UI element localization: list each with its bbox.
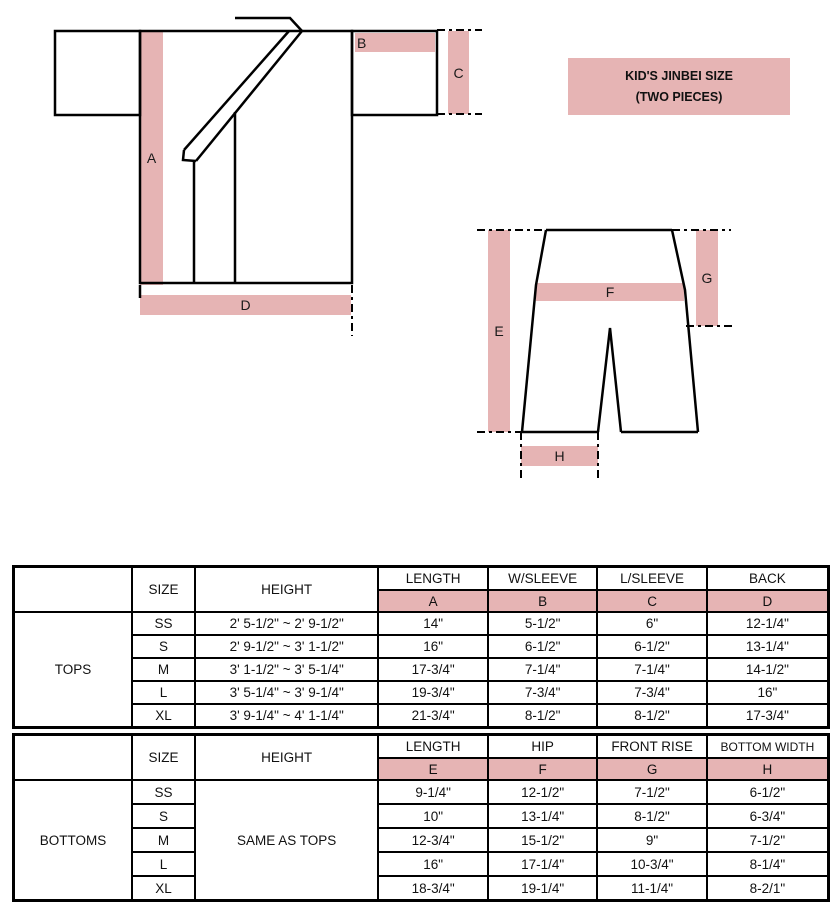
value-cell: 17-1/4" [488, 852, 597, 876]
measure-bar-f [536, 283, 684, 301]
table-row [14, 658, 829, 681]
size-cell: M [132, 658, 195, 681]
size-cell: SS [132, 780, 195, 804]
chart-title-line1: KID'S JINBEI SIZE [625, 68, 733, 83]
bottoms-letter-e: E [378, 758, 487, 780]
value-cell: 12-1/4" [707, 612, 829, 635]
measure-label-a: A [146, 150, 157, 166]
value-cell: 8-1/2" [597, 704, 706, 728]
tops-header-size: SIZE [132, 567, 195, 613]
value-cell: 9-1/4" [378, 780, 487, 804]
bottoms-letter-h: H [707, 758, 829, 780]
value-cell: 6" [597, 612, 706, 635]
value-cell: 7-1/4" [597, 658, 706, 681]
table-row [14, 704, 829, 728]
value-cell: 17-3/4" [707, 704, 829, 728]
size-cell: SS [132, 612, 195, 635]
bottoms-header-frontrise: FRONT RISE [597, 735, 706, 759]
table-row [14, 804, 829, 828]
table-row [14, 852, 829, 876]
value-cell: 7-1/2" [707, 828, 829, 852]
value-cell: 5-1/2" [488, 612, 597, 635]
table-row [14, 780, 829, 804]
size-cell: L [132, 852, 195, 876]
tops-letter-b: B [488, 590, 597, 612]
value-cell: 10" [378, 804, 487, 828]
bottoms-height-merged: SAME AS TOPS [195, 780, 378, 901]
value-cell: 19-3/4" [378, 681, 487, 704]
value-cell: 8-1/2" [597, 804, 706, 828]
table-row [14, 681, 829, 704]
value-cell: 6-3/4" [707, 804, 829, 828]
bottoms-header-length: LENGTH [378, 735, 487, 759]
chart-title-line2: (TWO PIECES) [635, 89, 723, 104]
height-cell: 3' 5-1/4" ~ 3' 9-1/4" [195, 681, 378, 704]
value-cell: 6-1/2" [707, 780, 829, 804]
tops-header-height: HEIGHT [195, 567, 378, 613]
tops-header-back: BACK [707, 567, 829, 591]
measure-bar-c [448, 31, 469, 114]
table-row [14, 828, 829, 852]
table-row [14, 876, 829, 901]
height-cell: 2' 5-1/2" ~ 2' 9-1/2" [195, 612, 378, 635]
value-cell: 10-3/4" [597, 852, 706, 876]
table-row [14, 635, 829, 658]
bottoms-corner-cell [14, 735, 133, 781]
tops-corner-cell [14, 567, 133, 613]
value-cell: 16" [707, 681, 829, 704]
bottoms-header-size: SIZE [132, 735, 195, 781]
measure-label-e: E [494, 323, 504, 339]
height-cell: 3' 1-1/2" ~ 3' 5-1/4" [195, 658, 378, 681]
value-cell: 17-3/4" [378, 658, 487, 681]
bottoms-header-hip: HIP [488, 735, 597, 759]
bottoms-group-label: BOTTOMS [14, 780, 133, 901]
value-cell: 9" [597, 828, 706, 852]
value-cell: 16" [378, 635, 487, 658]
value-cell: 13-1/4" [488, 804, 597, 828]
height-cell: 3' 9-1/4" ~ 4' 1-1/4" [195, 704, 378, 728]
size-cell: S [132, 804, 195, 828]
value-cell: 8-2/1" [707, 876, 829, 901]
value-cell: 18-3/4" [378, 876, 487, 901]
size-table-bottoms [12, 733, 830, 902]
value-cell: 7-3/4" [488, 681, 597, 704]
value-cell: 15-1/2" [488, 828, 597, 852]
value-cell: 13-1/4" [707, 635, 829, 658]
size-cell: XL [132, 704, 195, 728]
bottoms-letter-g: G [597, 758, 706, 780]
size-tables [12, 565, 830, 902]
value-cell: 7-1/2" [597, 780, 706, 804]
tops-header-wsleeve: W/SLEEVE [488, 567, 597, 591]
value-cell: 6-1/2" [488, 635, 597, 658]
bottoms-header-height: HEIGHT [195, 735, 378, 781]
tops-letter-a: A [378, 590, 487, 612]
table-row [14, 612, 829, 635]
value-cell: 7-1/4" [488, 658, 597, 681]
tops-header-lsleeve: L/SLEEVE [597, 567, 706, 591]
value-cell: 8-1/2" [488, 704, 597, 728]
value-cell: 16" [378, 852, 487, 876]
measure-label-d: D [240, 297, 251, 313]
size-cell: S [132, 635, 195, 658]
value-cell: 12-3/4" [378, 828, 487, 852]
size-cell: XL [132, 876, 195, 901]
value-cell: 6-1/2" [597, 635, 706, 658]
value-cell: 14" [378, 612, 487, 635]
measure-bar-d [140, 295, 351, 315]
height-cell: 2' 9-1/2" ~ 3' 1-1/2" [195, 635, 378, 658]
measure-bar-e [488, 230, 510, 432]
measure-bar-a [140, 31, 163, 285]
measure-bar-g [696, 230, 718, 326]
chart-title-box [568, 58, 790, 115]
value-cell: 11-1/4" [597, 876, 706, 901]
tops-letter-c: C [597, 590, 706, 612]
measure-bar-h [521, 446, 598, 466]
value-cell: 14-1/2" [707, 658, 829, 681]
value-cell: 7-3/4" [597, 681, 706, 704]
bottoms-letter-f: F [488, 758, 597, 780]
measure-label-b: B [357, 34, 367, 51]
tops-group-label: TOPS [14, 612, 133, 728]
size-cell: L [132, 681, 195, 704]
value-cell: 21-3/4" [378, 704, 487, 728]
measure-label-g: G [701, 270, 713, 286]
size-cell: M [132, 828, 195, 852]
measure-label-h: H [554, 448, 565, 464]
measure-bar-b [355, 33, 435, 52]
tops-letter-d: D [707, 590, 829, 612]
measure-label-f: F [605, 284, 615, 300]
tops-header-length: LENGTH [378, 567, 487, 591]
value-cell: 12-1/2" [488, 780, 597, 804]
measure-label-c: C [453, 64, 464, 81]
value-cell: 19-1/4" [488, 876, 597, 901]
bottoms-header-bottomwidth: BOTTOM WIDTH [707, 735, 829, 759]
size-table-tops [12, 565, 830, 729]
value-cell: 8-1/4" [707, 852, 829, 876]
